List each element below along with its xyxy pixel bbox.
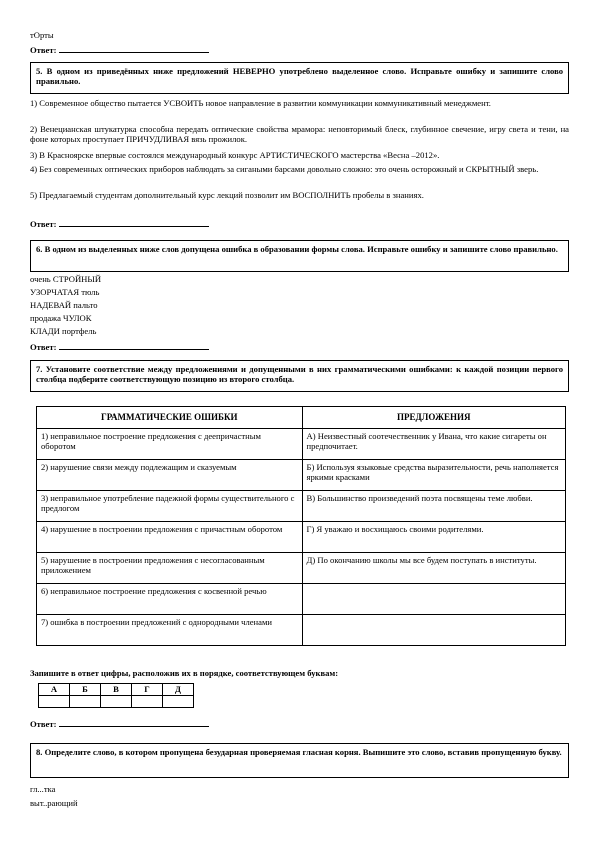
answer-label: Ответ: — [30, 342, 57, 352]
answer-label: Ответ: — [30, 219, 57, 229]
digits-row — [39, 696, 194, 708]
task7-header: 7. Установите соответствие между предложениями и допущенными в них грамматическими ошибками: к каждой позиции первого столбца подберите соответствующую позицию из второго столбца. — [30, 360, 569, 392]
answer-blank[interactable] — [59, 218, 209, 227]
task5-header: 5. В одном из приведённых ниже предложений НЕВЕРНО употреблено выделенное слово. Исправьте ошибку и запишите слово правильно. — [30, 62, 569, 94]
task6-item: очень СТРОЙНЫЙ — [30, 274, 102, 284]
col-sentences-title: ПРЕДЛОЖЕНИЯ — [302, 407, 565, 429]
table-row — [37, 553, 566, 584]
answer-line — [30, 218, 209, 229]
answer-label: Ответ: — [30, 45, 57, 55]
task8-header: 8. Определите слово, в котором пропущена безударная проверяемая гласная корня. Выпишите это слово, вставив пропущенную букву. — [30, 743, 569, 778]
task5-item: 4) Без современных оптических приборов наблюдать за сигаными барсами довольно сложно: это очень осторожный и СКРЫТНЫЙ зверь. — [30, 164, 539, 174]
answer-line — [30, 718, 209, 729]
table-header-row — [37, 407, 566, 429]
letter-cell: А — [39, 684, 70, 696]
answer-line — [30, 341, 209, 352]
digit-input-cell[interactable] — [163, 696, 194, 708]
answer-blank[interactable] — [59, 341, 209, 350]
task7-table — [36, 406, 566, 646]
task6-header: 6. В одном из выделенных ниже слов допущена ошибка в образовании формы слова. Исправьте ошибку и запишите слово правильно. — [30, 240, 569, 272]
task8-item: выт..рающий — [30, 798, 78, 808]
table-row — [37, 429, 566, 460]
error-cell: 4) нарушение в построении предложения с причастным оборотом — [37, 522, 303, 553]
answer-blank[interactable] — [59, 718, 209, 727]
task5-item: 2) Венецианская штукатурка способна передать оптические свойства мрамора: неповторимый блеск, глубинное свечение, игру света и тени, на фоне которых проступает ПРИЧУДЛИВАЯ вязь прожилок. — [30, 124, 569, 145]
top-fragment: тОрты — [30, 30, 54, 40]
task7-instruction: Запишите в ответ цифры, расположив их в порядке, соответствующем буквам: — [30, 668, 339, 678]
digit-input-cell[interactable] — [39, 696, 70, 708]
task6-item: продажа ЧУЛОК — [30, 313, 92, 323]
error-cell: 2) нарушение связи между подлежащим и сказуемым — [37, 460, 303, 491]
answer-letters-table — [38, 683, 194, 708]
digit-input-cell[interactable] — [70, 696, 101, 708]
sentence-cell: А) Неизвестный соотечественник у Ивана, что какие сигареты он предпочитает. — [302, 429, 565, 460]
letter-cell: Д — [163, 684, 194, 696]
sentence-cell: В) Большинство произведений поэта посвящены теме любви. — [302, 491, 565, 522]
letters-row — [39, 684, 194, 696]
letter-cell: В — [101, 684, 132, 696]
answer-blank[interactable] — [59, 44, 209, 53]
sentence-cell: Г) Я уважаю и восхищаюсь своими родителями. — [302, 522, 565, 553]
sentence-cell: Б) Используя языковые средства выразительности, речь наполняется яркими красками — [302, 460, 565, 491]
task5-item: 3) В Красноярске впервые состоялся международный конкурс АРТИСТИЧЕСКОГО мастерства «Весна –2012». — [30, 150, 440, 160]
sentence-cell — [302, 584, 565, 615]
error-cell: 7) ошибка в построении предложений с однородными членами — [37, 615, 303, 646]
col-errors-title: ГРАММАТИЧЕСКИЕ ОШИБКИ — [37, 407, 303, 429]
sentence-cell — [302, 615, 565, 646]
table-row — [37, 491, 566, 522]
answer-line — [30, 44, 209, 55]
table-row — [37, 522, 566, 553]
task5-item: 5) Предлагаемый студентам дополнительный курс лекций позволит им ВОСПОЛНИТЬ пробелы в знаниях. — [30, 190, 424, 200]
error-cell: 6) неправильное построение предложения с косвенной речью — [37, 584, 303, 615]
task5-item: 1) Современное общество пытается УСВОИТЬ новое направление в развитии коммуникации коммуникативный менеджмент. — [30, 98, 491, 108]
error-cell: 1) неправильное построение предложения с деепричастным оборотом — [37, 429, 303, 460]
digit-input-cell[interactable] — [101, 696, 132, 708]
table-row — [37, 615, 566, 646]
digit-input-cell[interactable] — [132, 696, 163, 708]
sentence-cell: Д) По окончанию школы мы все будем поступать в институты. — [302, 553, 565, 584]
error-cell: 5) нарушение в построении предложения с несогласованным приложением — [37, 553, 303, 584]
error-cell: 3) неправильное употребление падежной формы существительного с предлогом — [37, 491, 303, 522]
task6-item: КЛАДИ портфель — [30, 326, 97, 336]
answer-label: Ответ: — [30, 719, 57, 729]
table-row — [37, 460, 566, 491]
letter-cell: Б — [70, 684, 101, 696]
table-row — [37, 584, 566, 615]
task6-item: НАДЕВАЙ пальто — [30, 300, 98, 310]
letter-cell: Г — [132, 684, 163, 696]
task6-item: УЗОРЧАТАЯ тюль — [30, 287, 100, 297]
task8-item: гл...тка — [30, 784, 56, 794]
